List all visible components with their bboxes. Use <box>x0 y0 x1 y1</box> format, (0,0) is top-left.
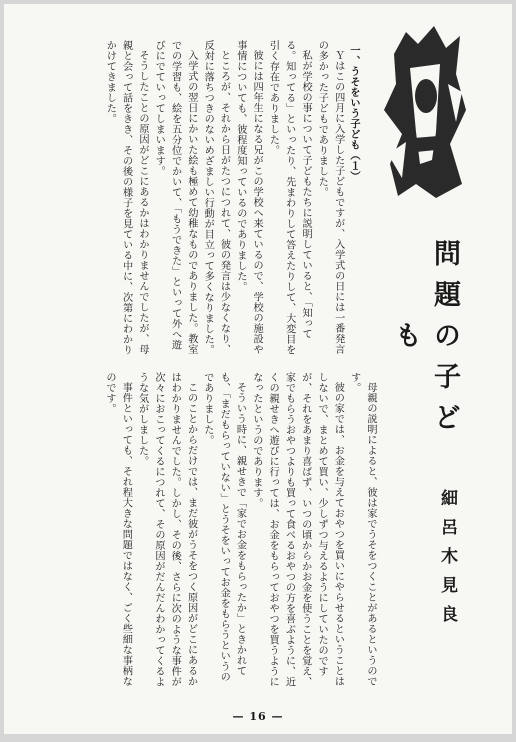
paragraph: そうしたことの原因がどこにあるかはわかりませんでしたが、母親と会って話をきき、その後の様子を見ている中に、次第にわかりかけてきました。 <box>104 40 148 355</box>
lower-text-column <box>38 372 378 690</box>
page-number: — 16 — <box>232 710 284 723</box>
paragraph: 私が学校の事について子どもたちに説明していると、「知ってる。知ってる」といったり、先まわりして答えたりして、大変目を引く存在でありました。 <box>267 40 312 355</box>
upper-text-column <box>34 40 362 358</box>
paragraph: このことからだけでは、まだ彼がうそをつく原因がどこにあるかはわかりませんでした。しかし、その後、さらに次のような事件が次々におこってくるにつれて、その原因がだんだんわかってくるような気がしました。 <box>136 372 197 687</box>
paragraph: そういう時に、親せきで「家でお金をもらったか」ときかれても、「まだもらっていない」とうそをいってお金をもらうというのでありました。 <box>201 372 246 682</box>
author-name: 細呂木見良 <box>437 489 457 634</box>
woodcut-illustration <box>376 14 472 204</box>
article-title: 問題の子ども <box>390 238 460 444</box>
paragraph: Ｙはこの四月に入学した子どもですが、入学式の日には一番発言の多かった子どもでありました。 <box>316 40 344 355</box>
paragraph: 彼の家では、お金を与えておやつを買いにやらせるということはしないで、まとめて買い、少しずつ与えるようにしていたのですが、それをあまり喜ばず、いつの頃からかお金を使うことを覚え、家でもらうおやつよりも買って食べるおやつの方を喜ぶように、近くの親せきへ遊びに行っては、お金をもらっておやつを買うようになったというのであります。 <box>250 372 344 687</box>
paragraph: 彼には四年生になる兄がこの学校へ来ているので、学校の施設や事情についても、彼程度知っているのでありました。 <box>234 40 263 355</box>
document-page <box>4 4 512 734</box>
paragraph: 入学式の翌日にかいた絵も極めて幼稚なものでありました。教室での学習も、絵を五分位でかいて、「もうできた」といって外へ遊びにでていってしまいます。 <box>153 40 197 355</box>
paragraph: ところが、それから日がたつにつれて、彼の発言は少なくなり、反対に落ちつきのないめざましい行動が目立って多くなりました。 <box>202 40 230 355</box>
section-heading: 一、うそをいう子ども（１） <box>348 45 360 182</box>
paragraph: 母親の説明によると、彼は家でうそをつくことがあるというのです。 <box>348 372 376 687</box>
paragraph: 事件といっても、それ程大きな問題ではなく、ごく些細な事柄なのです。 <box>104 372 132 687</box>
